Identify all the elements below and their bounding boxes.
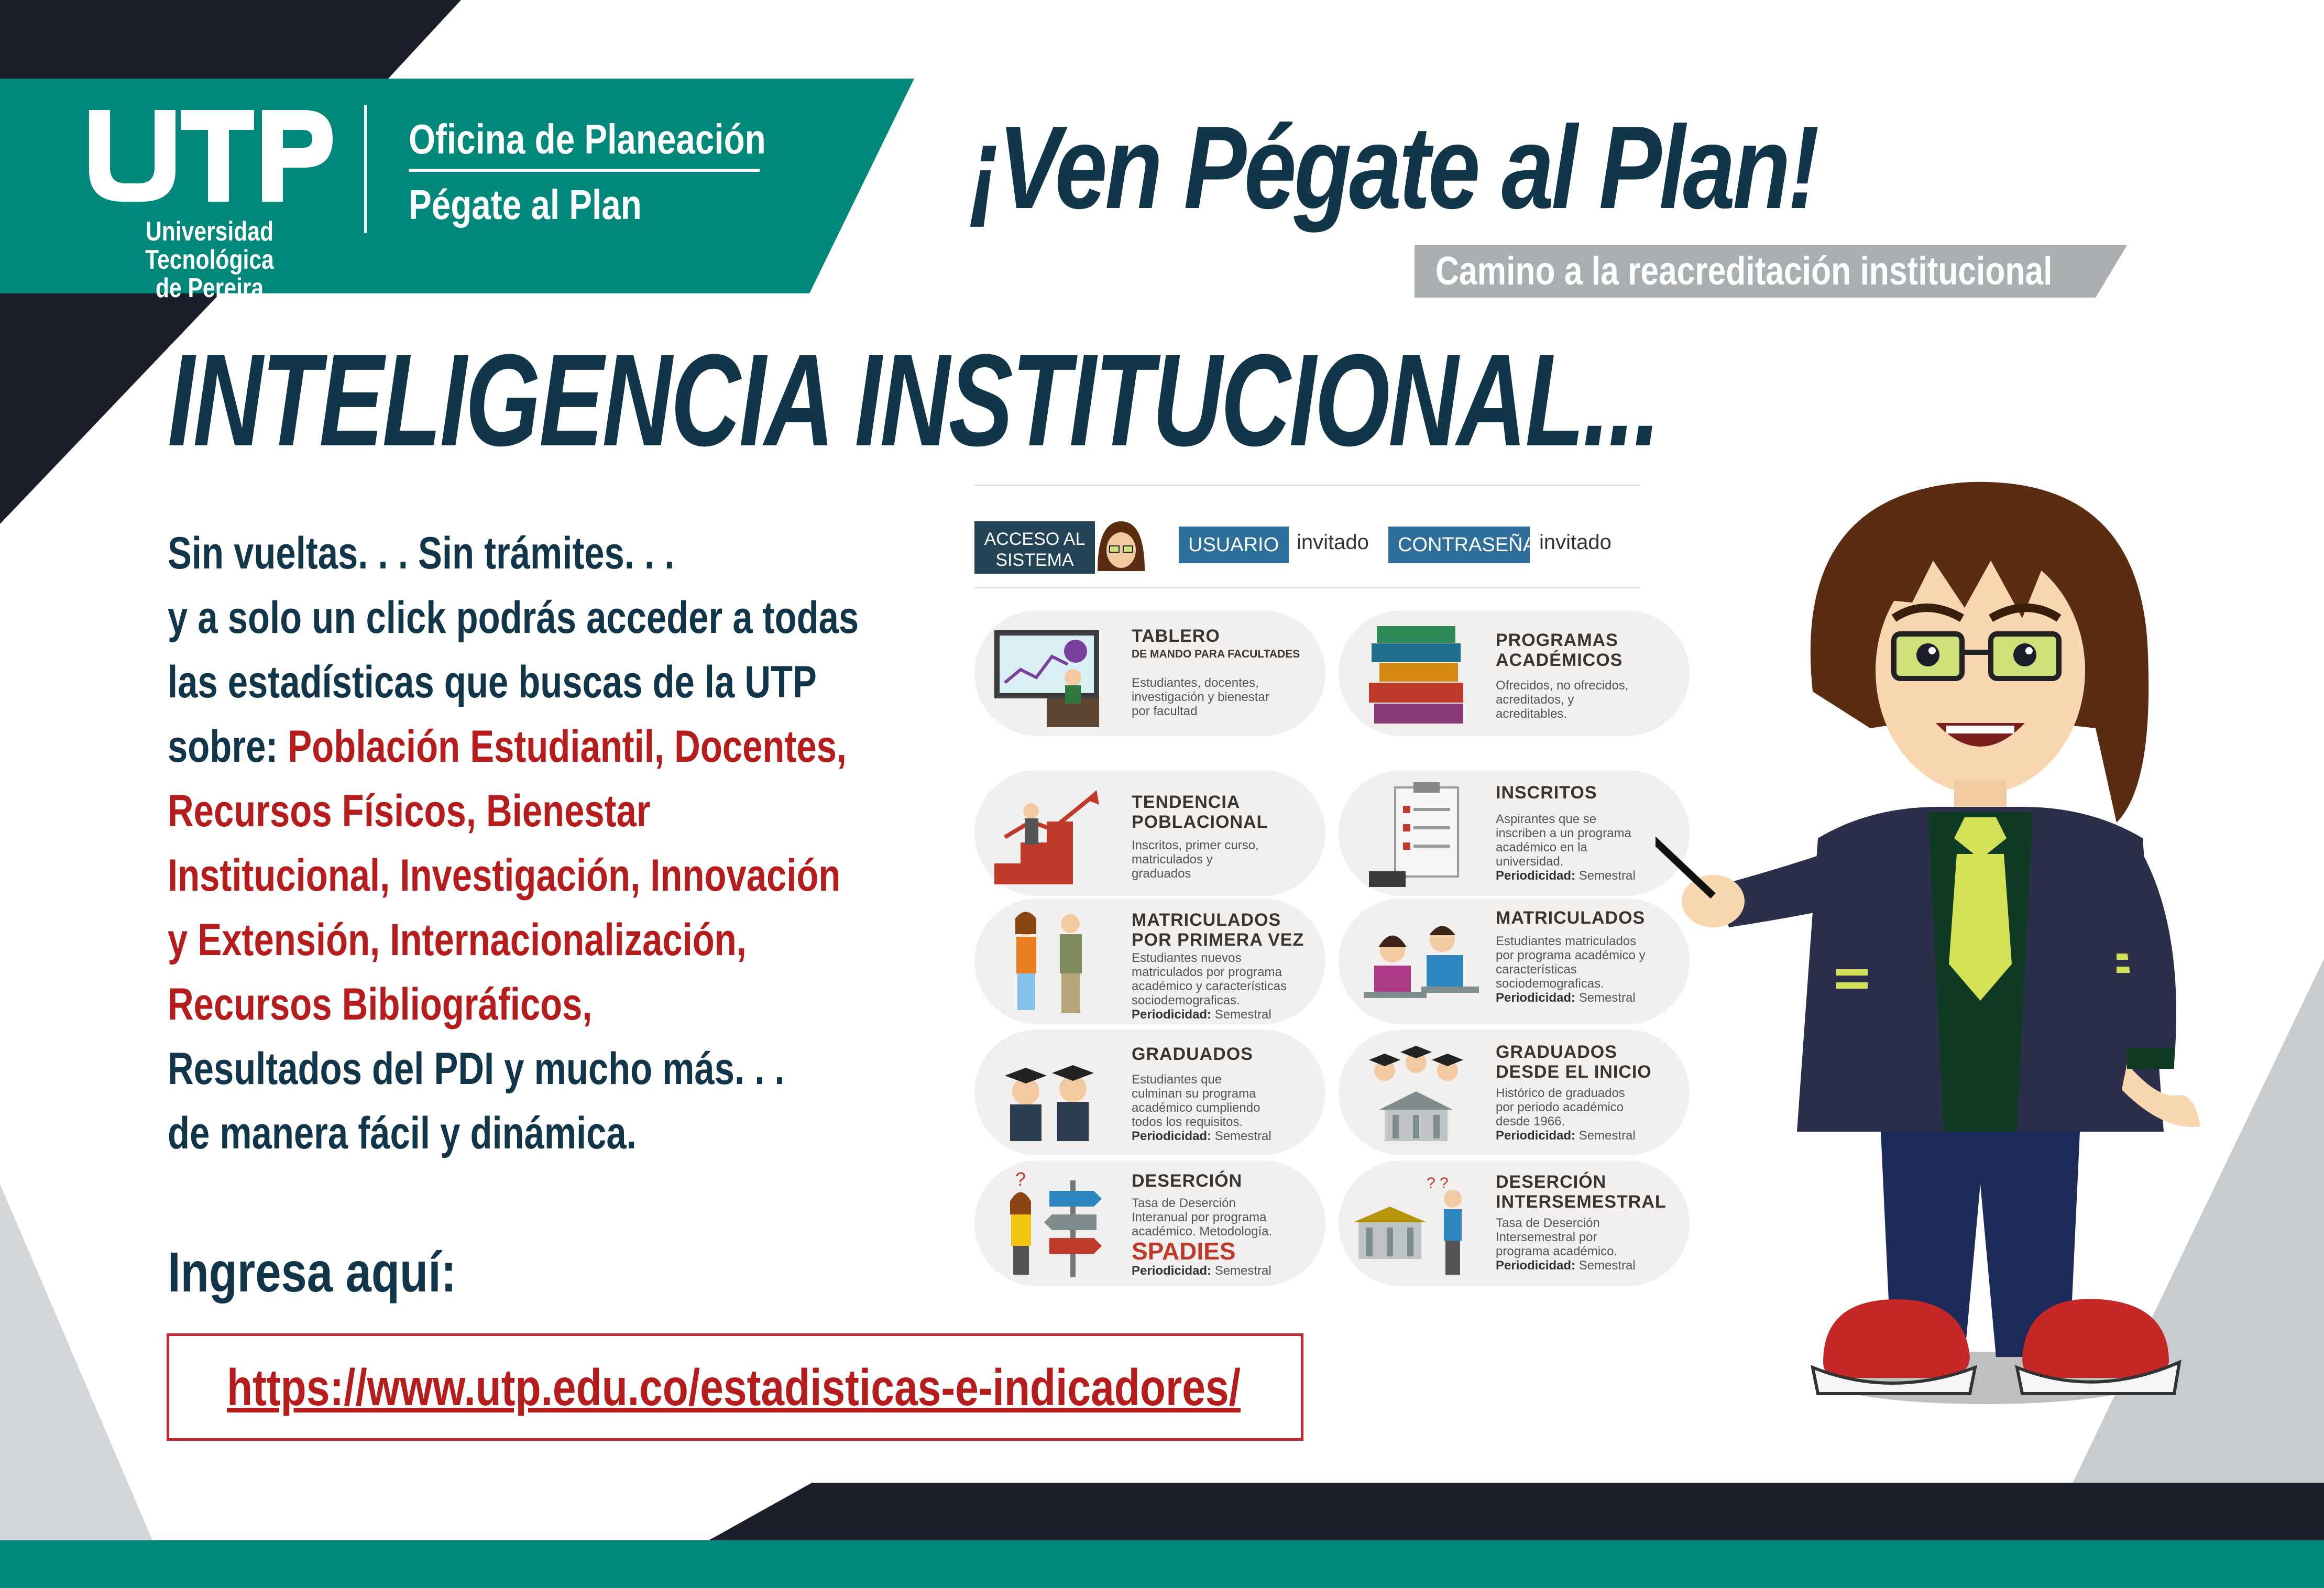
- access-label-line: ACCESO AL: [984, 529, 1086, 549]
- card-tendencia[interactable]: [974, 770, 1325, 896]
- graduates-icon: [984, 1039, 1120, 1149]
- svg-text:? ?: ? ?: [1427, 1175, 1449, 1192]
- intro-line: y a solo un click podrás acceder a todas: [168, 593, 859, 643]
- svg-text:?: ?: [1015, 1170, 1026, 1190]
- building-student-icon: [1348, 1170, 1484, 1280]
- card-title: [1496, 1042, 1652, 1082]
- card-description: [1496, 1086, 1636, 1143]
- growth-icon: [984, 780, 1120, 890]
- desc-line: matriculados y: [1132, 852, 1213, 867]
- desc-line: acreditados, y: [1496, 693, 1574, 707]
- closing-line: de manera fácil y dinámica.: [168, 1108, 637, 1158]
- card-description: [1496, 934, 1645, 1005]
- card-title: GRADUADOS: [1132, 1044, 1253, 1064]
- signpost-icon: [984, 1170, 1120, 1280]
- access-label-line: SISTEMA: [995, 550, 1074, 570]
- left-gray-wedge: [0, 1184, 173, 1588]
- intro-line: Sin vueltas. . . Sin trámites. . .: [168, 528, 675, 578]
- title-line: PROGRAMAS: [1496, 630, 1618, 650]
- title-line: POBLACIONAL: [1132, 812, 1268, 832]
- period-value: Semestral: [1214, 1007, 1271, 1022]
- sobre-label: sobre:: [168, 721, 288, 772]
- card-title: [1132, 910, 1304, 950]
- card-description: [1132, 838, 1259, 881]
- login-bar: [974, 495, 1640, 568]
- card-graduados[interactable]: [974, 1030, 1325, 1155]
- period-label: Periodicidad:: [1496, 1258, 1576, 1273]
- user-field[interactable]: invitado: [1297, 531, 1369, 554]
- title-line: ACADÉMICOS: [1496, 650, 1623, 670]
- period-value: Semestral: [1578, 1129, 1636, 1143]
- desc-line: matriculados por programa: [1132, 965, 1282, 979]
- desc-line: por facultad: [1132, 704, 1198, 718]
- desc-line: Estudiantes matriculados: [1496, 934, 1637, 948]
- period-value: Semestral: [1578, 991, 1636, 1005]
- card-description: [1132, 1072, 1271, 1143]
- title-line: DESERCIÓN: [1496, 1172, 1607, 1192]
- desc-line: académico en la: [1496, 840, 1587, 855]
- desc-line: universidad.: [1496, 855, 1564, 869]
- mascot-character-icon: [1656, 440, 2263, 1436]
- headline: ¡Ven Pégate al Plan!: [969, 101, 1817, 233]
- desc-line: académico y características: [1132, 979, 1287, 993]
- card-matriculados[interactable]: [1339, 899, 1690, 1024]
- card-programas[interactable]: [1339, 610, 1690, 736]
- period-value: Semestral: [1214, 1129, 1271, 1143]
- password-label: CONTRASEÑA: [1388, 527, 1530, 563]
- clipboard-icon: [1348, 780, 1484, 890]
- desc-line: graduados: [1132, 867, 1191, 881]
- card-title: [1496, 1172, 1667, 1212]
- office-underline: [409, 169, 760, 172]
- desc-line: académico. Metodología.: [1132, 1224, 1273, 1239]
- title-line: POR PRIMERA VEZ: [1132, 930, 1304, 950]
- university-name: [94, 217, 326, 302]
- desc-line: Intersemestral por: [1496, 1230, 1597, 1244]
- topic-line: y Extensión, Internacionalización,: [168, 915, 747, 965]
- title-line: MATRICULADOS: [1132, 910, 1281, 930]
- desc-line: Estudiantes, docentes,: [1132, 676, 1259, 690]
- card-title: MATRICULADOS: [1496, 908, 1646, 928]
- desc-line: sociodemograficas.: [1132, 993, 1240, 1007]
- office-title: Oficina de Planeación: [409, 116, 766, 162]
- card-desercion[interactable]: [974, 1160, 1325, 1286]
- subheadline-container: [1415, 245, 2124, 298]
- card-desercion-intersemestral[interactable]: [1339, 1160, 1690, 1286]
- period-label: Periodicidad:: [1496, 869, 1576, 883]
- title-line: DESDE EL INICIO: [1496, 1062, 1652, 1082]
- card-title: [1496, 630, 1623, 670]
- dashboard-icon: [984, 620, 1120, 730]
- office-subtitle: Pégate al Plan: [409, 181, 642, 228]
- period-value: Semestral: [1578, 1258, 1636, 1273]
- desc-line: acreditables.: [1496, 707, 1567, 721]
- period-value: Semestral: [1578, 869, 1636, 883]
- title-line: GRADUADOS: [1496, 1042, 1617, 1062]
- desc-line: Tasa de Deserción: [1496, 1216, 1600, 1230]
- card-matriculados-primera-vez[interactable]: [974, 899, 1325, 1024]
- title-line: TENDENCIA: [1132, 792, 1241, 812]
- topic-line: Recursos Bibliográficos,: [168, 979, 593, 1030]
- card-title: INSCRITOS: [1496, 783, 1597, 803]
- desc-line: Tasa de Deserción: [1132, 1196, 1236, 1210]
- topic-line: Recursos Físicos, Bienestar: [168, 786, 651, 836]
- desc-line: por programa académico y: [1496, 948, 1646, 962]
- books-icon: [1348, 620, 1484, 730]
- desc-line: culminan su programa: [1132, 1087, 1256, 1101]
- desc-line: Aspirantes que se: [1496, 812, 1597, 826]
- period-label: Periodicidad:: [1132, 1007, 1212, 1022]
- card-description: [1496, 1216, 1636, 1273]
- desc-line: todos los requisitos.: [1132, 1115, 1243, 1129]
- logo-divider: [364, 105, 367, 233]
- avatar-icon: [1090, 519, 1153, 576]
- ingresa-label: Ingresa aquí:: [168, 1240, 457, 1304]
- panel-mid-rule: [974, 587, 1640, 588]
- intro-line: las estadísticas que buscas de la UTP: [168, 657, 817, 707]
- desc-line: inscriben a un programa: [1496, 826, 1631, 840]
- statistics-link[interactable]: https://www.utp.edu.co/estadisticas-e-indicadores/: [227, 1359, 1241, 1416]
- page-title: INTELIGENCIA INSTITUCIONAL...: [168, 327, 1659, 473]
- graduates-building-icon: [1348, 1039, 1484, 1149]
- closing-line: Resultados del PDI y mucho más. . .: [168, 1044, 785, 1094]
- card-description: [1132, 676, 1269, 718]
- card-title: [1132, 792, 1268, 832]
- desc-line: características: [1496, 962, 1577, 977]
- utp-logo-icon: [86, 105, 333, 215]
- title-line: INTERSEMESTRAL: [1496, 1192, 1667, 1212]
- desc-line: por periodo académico: [1496, 1100, 1624, 1114]
- description-text: [168, 521, 859, 1166]
- desc-line: investigación y bienestar: [1132, 690, 1269, 704]
- card-description: [1496, 678, 1628, 721]
- period-label: Periodicidad:: [1132, 1264, 1212, 1278]
- card-inscritos[interactable]: [1339, 770, 1690, 896]
- url-box: [167, 1333, 1303, 1441]
- topic-line: Institucional, Investigación, Innovación: [168, 850, 841, 901]
- subheadline: Camino a la reacreditación institucional: [1435, 249, 2053, 293]
- desc-line: académico cumpliendo: [1132, 1101, 1260, 1115]
- desc-line: Estudiantes nuevos: [1132, 951, 1242, 965]
- desc-line: programa académico.: [1496, 1244, 1618, 1258]
- desc-line: Inscritos, primer curso,: [1132, 838, 1259, 852]
- statistics-screenshot: [974, 485, 1692, 1302]
- period-value: Semestral: [1214, 1264, 1271, 1278]
- period-label: Periodicidad:: [1496, 991, 1576, 1005]
- desc-line: Interanual por programa: [1132, 1210, 1267, 1224]
- card-description: [1132, 951, 1287, 1022]
- desc-line: Ofrecidos, no ofrecidos,: [1496, 678, 1629, 693]
- university-line-2: de Pereira: [155, 273, 264, 303]
- period-label: Periodicidad:: [1132, 1129, 1212, 1143]
- desc-line: sociodemograficas.: [1496, 977, 1604, 991]
- card-tablero[interactable]: [974, 610, 1325, 736]
- panel-top-rule: [974, 485, 1640, 486]
- desc-line: Histórico de graduados: [1496, 1086, 1625, 1100]
- spadies-label: SPADIES: [1132, 1237, 1236, 1265]
- bottom-teal-band: [0, 1540, 2324, 1588]
- desc-line: Estudiantes que: [1132, 1072, 1222, 1087]
- access-label: [974, 521, 1095, 574]
- university-line-1: Universidad Tecnológica: [145, 216, 274, 275]
- card-title: TABLERO: [1132, 626, 1220, 646]
- password-field[interactable]: invitado: [1539, 531, 1612, 554]
- card-title: DESERCIÓN: [1132, 1171, 1243, 1191]
- laptop-students-icon: [1348, 908, 1484, 1018]
- topic-line: Población Estudiantil, Docentes,: [288, 721, 847, 772]
- desc-line: desde 1966.: [1496, 1114, 1565, 1129]
- card-graduados-desde-inicio[interactable]: [1339, 1030, 1690, 1155]
- card-description: [1496, 812, 1636, 883]
- card-description: [1132, 1196, 1272, 1278]
- students-icon: [984, 908, 1120, 1018]
- user-label: USUARIO: [1179, 527, 1289, 563]
- period-label: Periodicidad:: [1496, 1129, 1576, 1143]
- card-subtitle: DE MANDO PARA FACULTADES: [1132, 648, 1300, 660]
